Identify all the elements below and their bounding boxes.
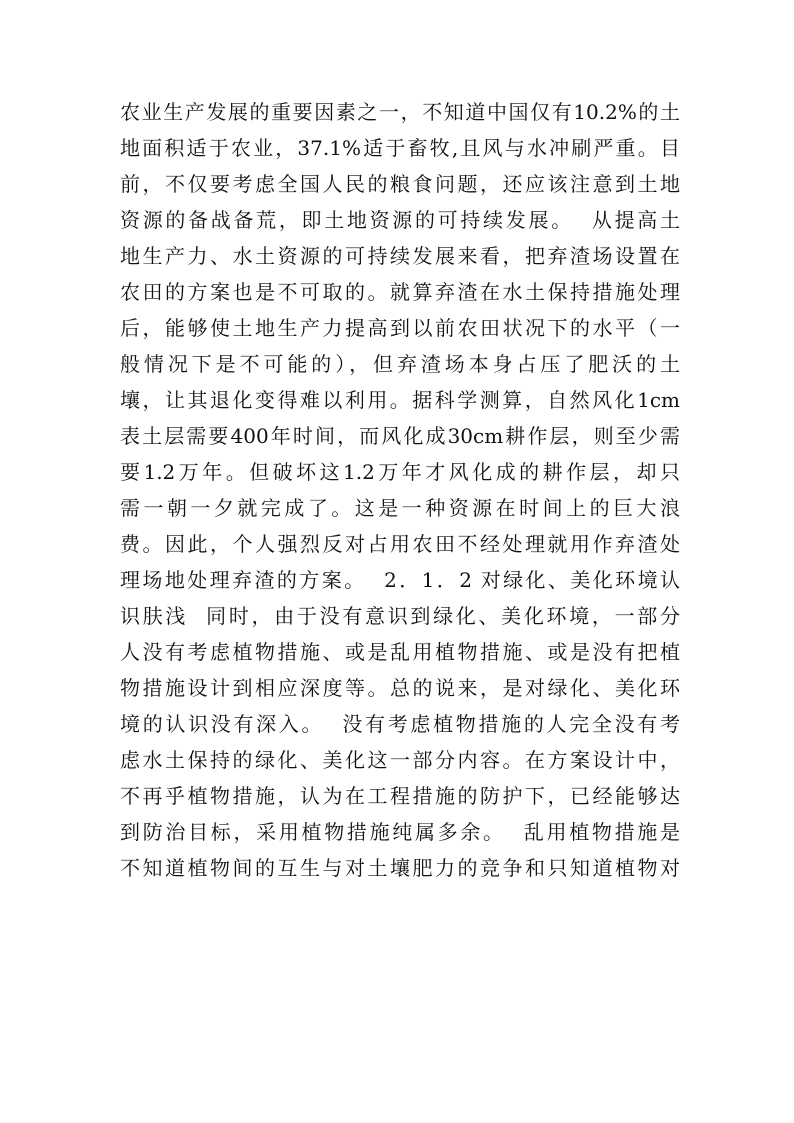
text-line: 要1.2万年。但破坏这1.2万年才风化成的耕作层，却只	[120, 460, 680, 484]
text-line: 识肤浅 同时，由于没有意识到绿化、美化环境，一部分	[120, 604, 680, 628]
text-line: 理场地处理弃渣的方案。 2．1．2 对绿化、美化环境认	[120, 568, 680, 592]
text-line: 表土层需要400年时间，而风化成30cm耕作层，则至少需	[120, 424, 680, 448]
text-line: 前，不仅要考虑全国人民的粮食问题，还应该注意到土地	[120, 172, 680, 196]
text-line: 资源的备战备荒，即土地资源的可持续发展。 从提高土	[120, 208, 680, 232]
text-line: 境的认识没有深入。 没有考虑植物措施的人完全没有考	[120, 712, 680, 736]
text-line: 农田的方案也是不可取的。就算弃渣在水土保持措施处理	[120, 280, 680, 304]
text-line: 地生产力、水土资源的可持续发展来看，把弃渣场设置在	[120, 244, 680, 268]
text-line: 地面积适于农业，37.1%适于畜牧,且风与水冲刷严重。目	[120, 136, 680, 160]
text-line: 不知道植物间的互生与对土壤肥力的竞争和只知道植物对	[120, 856, 680, 880]
text-line: 物措施设计到相应深度等。总的说来，是对绿化、美化环	[120, 676, 680, 700]
text-line: 到防治目标，采用植物措施纯属多余。 乱用植物措施是	[120, 820, 680, 844]
text-line: 不再乎植物措施，认为在工程措施的防护下，已经能够达	[120, 784, 680, 808]
text-line: 后，能够使土地生产力提高到以前农田状况下的水平（一	[120, 316, 680, 340]
text-line: 农业生产发展的重要因素之一，不知道中国仅有10.2%的土	[120, 100, 680, 124]
text-line: 般情况下是不可能的），但弃渣场本身占压了肥沃的土	[120, 352, 680, 376]
text-line: 费。因此，个人强烈反对占用农田不经处理就用作弃渣处	[120, 532, 680, 556]
text-line: 需一朝一夕就完成了。这是一种资源在时间上的巨大浪	[120, 496, 680, 520]
text-line: 壤，让其退化变得难以利用。据科学测算，自然风化1cm	[120, 388, 680, 412]
body-text	[120, 94, 680, 886]
text-line: 虑水土保持的绿化、美化这一部分内容。在方案设计中，	[120, 748, 680, 772]
text-line: 人没有考虑植物措施、或是乱用植物措施、或是没有把植	[120, 640, 680, 664]
